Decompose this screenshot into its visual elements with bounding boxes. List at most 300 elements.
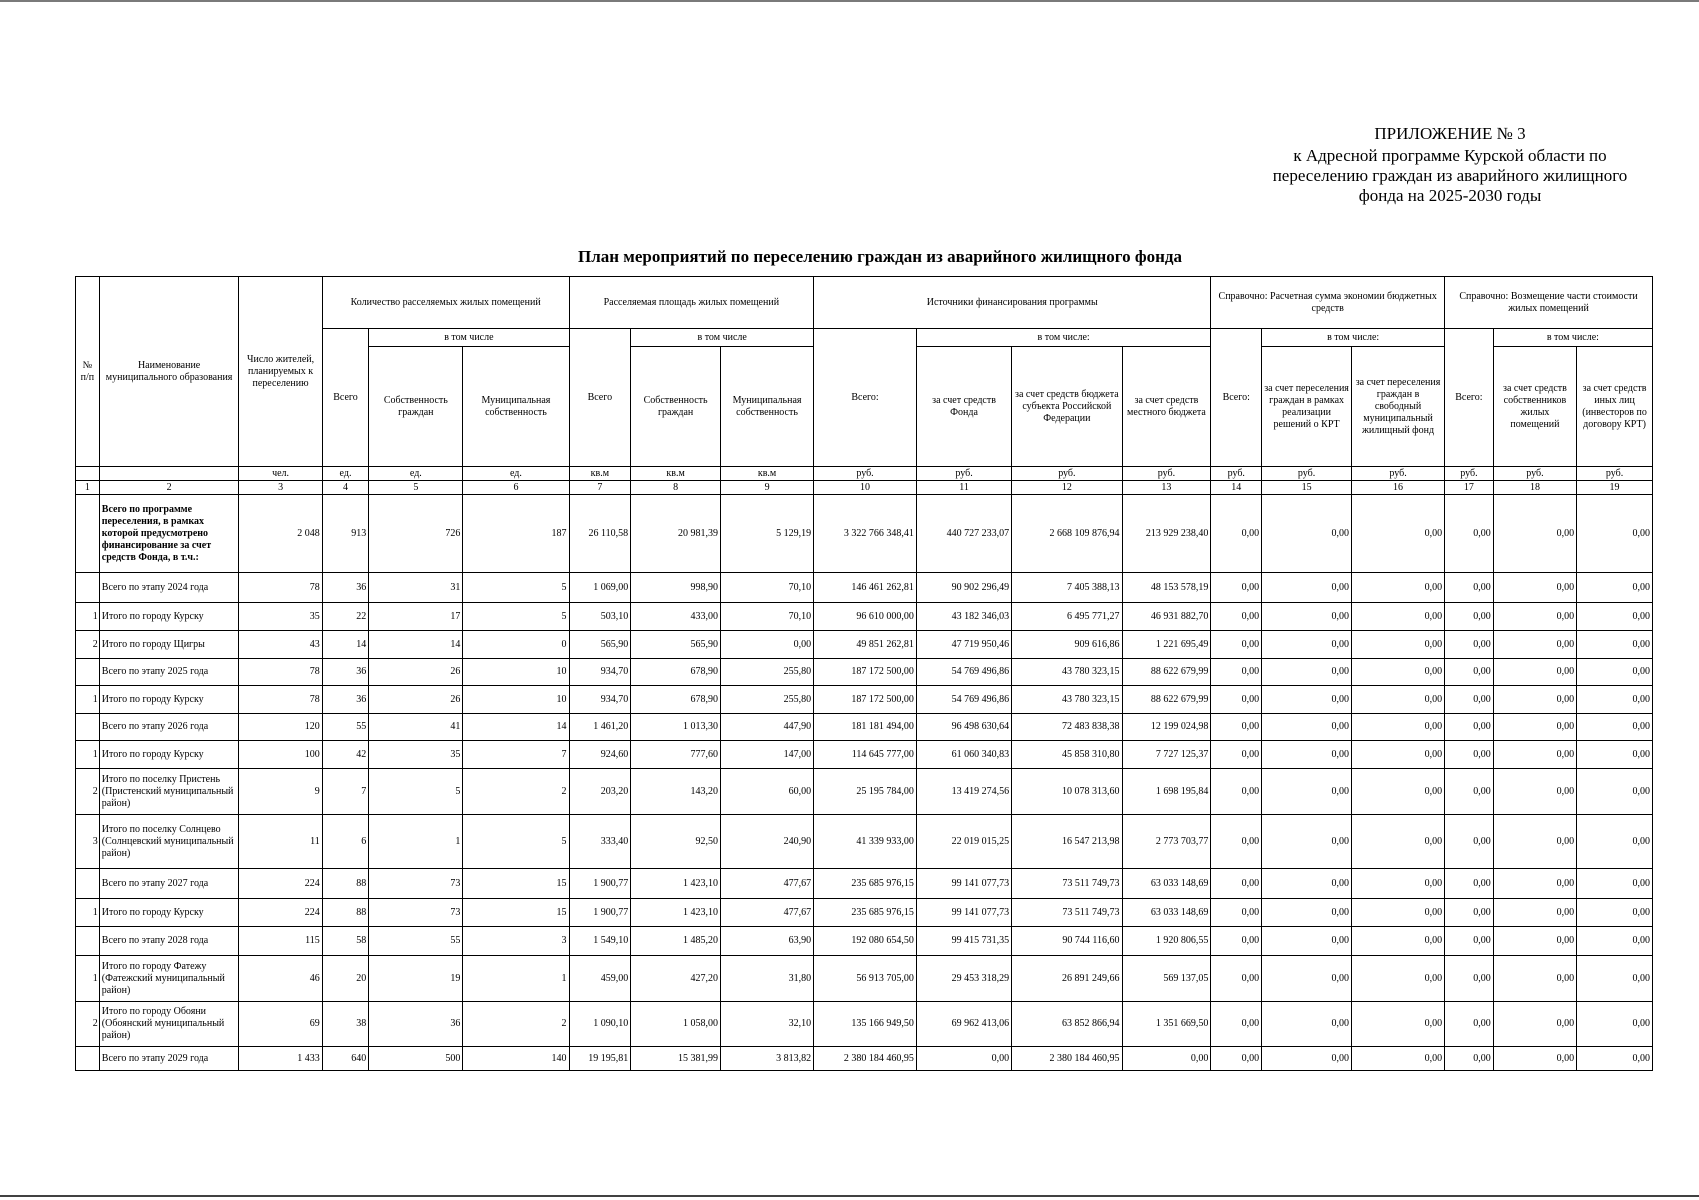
row-value-col-12: 90 744 116,60 <box>1012 927 1122 956</box>
unit-cell: ед. <box>463 467 569 481</box>
row-index: 2 <box>76 631 100 659</box>
subgroup-header-econ: в том числе: <box>1262 329 1445 347</box>
row-value-col-5: 5 <box>369 769 463 815</box>
row-municipality-name: Итого по городу Фатежу (Фатежский муниципальный район) <box>99 956 239 1002</box>
row-value-col-9: 447,90 <box>721 714 814 741</box>
row-value-col-7: 934,70 <box>569 686 631 714</box>
row-value-col-3: 78 <box>239 686 322 714</box>
row-value-col-15: 0,00 <box>1262 631 1352 659</box>
row-value-col-11: 29 453 318,29 <box>916 956 1011 1002</box>
row-index: 1 <box>76 899 100 927</box>
row-value-col-4: 14 <box>322 631 369 659</box>
row-value-col-16: 0,00 <box>1352 1047 1445 1071</box>
row-value-col-17: 0,00 <box>1445 869 1494 899</box>
row-value-col-8: 1 423,10 <box>631 899 721 927</box>
units-row <box>76 467 1653 481</box>
row-value-col-7: 1 461,20 <box>569 714 631 741</box>
row-municipality-name: Всего по этапу 2028 года <box>99 927 239 956</box>
row-municipality-name: Итого по поселку Солнцево (Солнцевский муниципальный район) <box>99 815 239 869</box>
col-header-comp-total: Всего: <box>1445 329 1494 467</box>
row-value-col-17: 0,00 <box>1445 741 1494 769</box>
group-header-savings: Справочно: Расчетная сумма экономии бюджетных средств <box>1211 277 1445 329</box>
row-value-col-19: 0,00 <box>1577 869 1653 899</box>
unit-cell: ед. <box>369 467 463 481</box>
col-header-krt: за счет переселения граждан в рамках реализации решений о КРТ <box>1262 347 1352 467</box>
row-value-col-5: 1 <box>369 815 463 869</box>
row-value-col-12: 2 668 109 876,94 <box>1012 495 1122 573</box>
row-value-col-8: 777,60 <box>631 741 721 769</box>
row-value-col-3: 100 <box>239 741 322 769</box>
row-value-col-11: 90 902 296,49 <box>916 573 1011 603</box>
row-value-col-15: 0,00 <box>1262 1047 1352 1071</box>
row-value-col-18: 0,00 <box>1493 603 1576 631</box>
row-value-col-11: 43 182 346,03 <box>916 603 1011 631</box>
row-value-col-4: 36 <box>322 686 369 714</box>
row-value-col-8: 565,90 <box>631 631 721 659</box>
row-value-col-15: 0,00 <box>1262 659 1352 686</box>
row-value-col-17: 0,00 <box>1445 659 1494 686</box>
appendix-block <box>1260 124 1640 206</box>
row-value-col-17: 0,00 <box>1445 927 1494 956</box>
row-value-col-13: 63 033 148,69 <box>1122 869 1211 899</box>
row-value-col-10: 235 685 976,15 <box>814 899 917 927</box>
row-value-col-12: 26 891 249,66 <box>1012 956 1122 1002</box>
row-value-col-13: 48 153 578,19 <box>1122 573 1211 603</box>
row-value-col-4: 88 <box>322 899 369 927</box>
row-value-col-10: 146 461 262,81 <box>814 573 917 603</box>
row-value-col-7: 1 069,00 <box>569 573 631 603</box>
column-number-cell: 16 <box>1352 481 1445 495</box>
row-value-col-10: 96 610 000,00 <box>814 603 917 631</box>
row-value-col-10: 41 339 933,00 <box>814 815 917 869</box>
row-value-col-12: 43 780 323,15 <box>1012 659 1122 686</box>
column-number-cell: 17 <box>1445 481 1494 495</box>
row-value-col-14: 0,00 <box>1211 869 1262 899</box>
group-header-compensation: Справочно: Возмещение части стоимости жилых помещений <box>1445 277 1653 329</box>
row-value-col-3: 9 <box>239 769 322 815</box>
document-title: План мероприятий по переселению граждан из аварийного жилищного фонда <box>577 247 1182 266</box>
row-value-col-14: 0,00 <box>1211 686 1262 714</box>
row-value-col-13: 569 137,05 <box>1122 956 1211 1002</box>
column-number-cell: 14 <box>1211 481 1262 495</box>
row-value-col-15: 0,00 <box>1262 769 1352 815</box>
row-municipality-name: Итого по поселку Пристень (Пристенский муниципальный район) <box>99 769 239 815</box>
column-number-cell: 6 <box>463 481 569 495</box>
row-value-col-9: 477,67 <box>721 869 814 899</box>
subgroup-header-fin: в том числе: <box>916 329 1210 347</box>
row-value-col-18: 0,00 <box>1493 1047 1576 1071</box>
row-value-col-11: 99 141 077,73 <box>916 869 1011 899</box>
row-value-col-5: 17 <box>369 603 463 631</box>
row-value-col-5: 41 <box>369 714 463 741</box>
row-value-col-9: 147,00 <box>721 741 814 769</box>
row-municipality-name: Всего по этапу 2026 года <box>99 714 239 741</box>
row-value-col-18: 0,00 <box>1493 659 1576 686</box>
row-value-col-5: 55 <box>369 927 463 956</box>
row-value-col-7: 1 900,77 <box>569 869 631 899</box>
row-value-col-9: 63,90 <box>721 927 814 956</box>
row-value-col-10: 56 913 705,00 <box>814 956 917 1002</box>
row-value-col-19: 0,00 <box>1577 495 1653 573</box>
row-value-col-5: 73 <box>369 869 463 899</box>
row-value-col-3: 46 <box>239 956 322 1002</box>
row-value-col-18: 0,00 <box>1493 631 1576 659</box>
column-number-cell: 9 <box>721 481 814 495</box>
col-header-residents: Число жителей, планируемых к переселению <box>239 277 322 467</box>
row-value-col-10: 3 322 766 348,41 <box>814 495 917 573</box>
row-value-col-11: 22 019 015,25 <box>916 815 1011 869</box>
row-value-col-4: 36 <box>322 659 369 686</box>
row-value-col-16: 0,00 <box>1352 927 1445 956</box>
row-value-col-16: 0,00 <box>1352 815 1445 869</box>
column-number-cell: 8 <box>631 481 721 495</box>
table-row <box>76 769 1653 815</box>
row-value-col-11: 13 419 274,56 <box>916 769 1011 815</box>
row-value-col-3: 1 433 <box>239 1047 322 1071</box>
row-index: 3 <box>76 815 100 869</box>
row-value-col-6: 1 <box>463 956 569 1002</box>
row-value-col-6: 15 <box>463 869 569 899</box>
table-row <box>76 1047 1653 1071</box>
column-number-cell: 15 <box>1262 481 1352 495</box>
row-value-col-15: 0,00 <box>1262 899 1352 927</box>
row-value-col-3: 78 <box>239 573 322 603</box>
row-value-col-3: 120 <box>239 714 322 741</box>
row-municipality-name: Всего по этапу 2027 года <box>99 869 239 899</box>
column-number-cell: 2 <box>99 481 239 495</box>
row-value-col-18: 0,00 <box>1493 956 1576 1002</box>
resettlement-plan-table <box>75 276 1653 1071</box>
row-value-col-5: 26 <box>369 686 463 714</box>
row-index: 1 <box>76 603 100 631</box>
row-value-col-16: 0,00 <box>1352 686 1445 714</box>
row-value-col-14: 0,00 <box>1211 1002 1262 1047</box>
row-value-col-6: 0 <box>463 631 569 659</box>
table-row <box>76 631 1653 659</box>
row-value-col-15: 0,00 <box>1262 686 1352 714</box>
col-header-subject-budget: за счет средств бюджета субъекта Российской Федерации <box>1012 347 1122 467</box>
row-value-col-16: 0,00 <box>1352 741 1445 769</box>
row-value-col-8: 1 423,10 <box>631 869 721 899</box>
row-value-col-15: 0,00 <box>1262 1002 1352 1047</box>
unit-cell: чел. <box>239 467 322 481</box>
col-header-n: № п/п <box>76 277 100 467</box>
table-row <box>76 659 1653 686</box>
row-value-col-19: 0,00 <box>1577 686 1653 714</box>
row-value-col-4: 22 <box>322 603 369 631</box>
row-value-col-14: 0,00 <box>1211 573 1262 603</box>
row-municipality-name: Итого по городу Курску <box>99 686 239 714</box>
row-value-col-9: 0,00 <box>721 631 814 659</box>
row-value-col-6: 140 <box>463 1047 569 1071</box>
row-municipality-name: Итого по городу Курску <box>99 603 239 631</box>
row-value-col-7: 26 110,58 <box>569 495 631 573</box>
row-value-col-9: 240,90 <box>721 815 814 869</box>
row-value-col-13: 88 622 679,99 <box>1122 686 1211 714</box>
row-municipality-name: Всего по этапу 2024 года <box>99 573 239 603</box>
row-value-col-3: 11 <box>239 815 322 869</box>
table-row <box>76 899 1653 927</box>
row-value-col-16: 0,00 <box>1352 1002 1445 1047</box>
row-value-col-12: 45 858 310,80 <box>1012 741 1122 769</box>
table-row <box>76 1002 1653 1047</box>
row-value-col-3: 43 <box>239 631 322 659</box>
row-value-col-9: 60,00 <box>721 769 814 815</box>
row-value-col-5: 73 <box>369 899 463 927</box>
row-value-col-16: 0,00 <box>1352 631 1445 659</box>
row-value-col-6: 10 <box>463 686 569 714</box>
row-municipality-name: Итого по городу Курску <box>99 741 239 769</box>
row-value-col-7: 203,20 <box>569 769 631 815</box>
row-value-col-12: 7 405 388,13 <box>1012 573 1122 603</box>
row-value-col-15: 0,00 <box>1262 956 1352 1002</box>
row-index: 1 <box>76 686 100 714</box>
row-value-col-13: 1 920 806,55 <box>1122 927 1211 956</box>
row-value-col-9: 70,10 <box>721 603 814 631</box>
row-value-col-13: 1 351 669,50 <box>1122 1002 1211 1047</box>
row-value-col-9: 255,80 <box>721 659 814 686</box>
row-value-col-3: 115 <box>239 927 322 956</box>
row-value-col-3: 224 <box>239 899 322 927</box>
row-value-col-17: 0,00 <box>1445 573 1494 603</box>
row-value-col-18: 0,00 <box>1493 714 1576 741</box>
col-header-units-municipal: Муниципальная собственность <box>463 347 569 467</box>
row-value-col-14: 0,00 <box>1211 659 1262 686</box>
row-value-col-6: 3 <box>463 927 569 956</box>
row-value-col-3: 69 <box>239 1002 322 1047</box>
col-header-units-own: Собственность граждан <box>369 347 463 467</box>
column-number-cell: 10 <box>814 481 917 495</box>
row-value-col-15: 0,00 <box>1262 927 1352 956</box>
row-value-col-5: 31 <box>369 573 463 603</box>
row-value-col-3: 2 048 <box>239 495 322 573</box>
row-value-col-14: 0,00 <box>1211 815 1262 869</box>
unit-cell <box>76 467 100 481</box>
row-value-col-16: 0,00 <box>1352 869 1445 899</box>
row-value-col-4: 36 <box>322 573 369 603</box>
row-municipality-name: Всего по программе переселения, в рамках которой предусмотрено финансирование за счет средств Фонда, в т.ч.: <box>99 495 239 573</box>
row-value-col-7: 459,00 <box>569 956 631 1002</box>
row-value-col-7: 19 195,81 <box>569 1047 631 1071</box>
group-header-units: Количество расселяемых жилых помещений <box>322 277 569 329</box>
row-value-col-16: 0,00 <box>1352 603 1445 631</box>
unit-cell: кв.м <box>631 467 721 481</box>
row-value-col-3: 78 <box>239 659 322 686</box>
row-value-col-12: 16 547 213,98 <box>1012 815 1122 869</box>
row-value-col-14: 0,00 <box>1211 1047 1262 1071</box>
row-value-col-12: 73 511 749,73 <box>1012 899 1122 927</box>
column-number-cell: 1 <box>76 481 100 495</box>
row-value-col-13: 1 698 195,84 <box>1122 769 1211 815</box>
row-value-col-10: 135 166 949,50 <box>814 1002 917 1047</box>
row-value-col-8: 998,90 <box>631 573 721 603</box>
unit-cell: руб. <box>916 467 1011 481</box>
table-row <box>76 927 1653 956</box>
row-value-col-4: 640 <box>322 1047 369 1071</box>
row-value-col-12: 43 780 323,15 <box>1012 686 1122 714</box>
row-index <box>76 495 100 573</box>
row-value-col-14: 0,00 <box>1211 631 1262 659</box>
table-row <box>76 573 1653 603</box>
row-value-col-4: 6 <box>322 815 369 869</box>
row-value-col-13: 88 622 679,99 <box>1122 659 1211 686</box>
row-value-col-6: 10 <box>463 659 569 686</box>
row-value-col-13: 2 773 703,77 <box>1122 815 1211 869</box>
row-value-col-13: 0,00 <box>1122 1047 1211 1071</box>
row-value-col-10: 192 080 654,50 <box>814 927 917 956</box>
row-value-col-19: 0,00 <box>1577 603 1653 631</box>
row-value-col-6: 7 <box>463 741 569 769</box>
row-value-col-18: 0,00 <box>1493 815 1576 869</box>
row-value-col-10: 2 380 184 460,95 <box>814 1047 917 1071</box>
row-index: 2 <box>76 1002 100 1047</box>
row-value-col-5: 14 <box>369 631 463 659</box>
row-value-col-11: 47 719 950,46 <box>916 631 1011 659</box>
subgroup-header-area: в том числе <box>631 329 814 347</box>
row-value-col-15: 0,00 <box>1262 815 1352 869</box>
row-index <box>76 573 100 603</box>
row-value-col-18: 0,00 <box>1493 899 1576 927</box>
row-value-col-19: 0,00 <box>1577 1047 1653 1071</box>
row-value-col-19: 0,00 <box>1577 1002 1653 1047</box>
row-value-col-11: 69 962 413,06 <box>916 1002 1011 1047</box>
row-value-col-7: 333,40 <box>569 815 631 869</box>
row-value-col-9: 32,10 <box>721 1002 814 1047</box>
row-value-col-3: 35 <box>239 603 322 631</box>
row-value-col-4: 55 <box>322 714 369 741</box>
column-number-cell: 5 <box>369 481 463 495</box>
unit-cell: руб. <box>1577 467 1653 481</box>
row-value-col-15: 0,00 <box>1262 714 1352 741</box>
row-value-col-8: 143,20 <box>631 769 721 815</box>
unit-cell: руб. <box>1262 467 1352 481</box>
col-header-area-own: Собственность граждан <box>631 347 721 467</box>
table-row <box>76 741 1653 769</box>
table-row <box>76 495 1653 573</box>
row-value-col-14: 0,00 <box>1211 495 1262 573</box>
row-value-col-14: 0,00 <box>1211 603 1262 631</box>
subgroup-header-units: в том числе <box>369 329 569 347</box>
row-index <box>76 869 100 899</box>
subgroup-header-comp: в том числе: <box>1493 329 1652 347</box>
row-value-col-19: 0,00 <box>1577 899 1653 927</box>
row-value-col-8: 20 981,39 <box>631 495 721 573</box>
row-value-col-14: 0,00 <box>1211 927 1262 956</box>
row-value-col-19: 0,00 <box>1577 769 1653 815</box>
row-value-col-16: 0,00 <box>1352 495 1445 573</box>
column-number-cell: 12 <box>1012 481 1122 495</box>
row-value-col-4: 88 <box>322 869 369 899</box>
row-value-col-15: 0,00 <box>1262 495 1352 573</box>
col-header-econ-total: Всего: <box>1211 329 1262 467</box>
row-value-col-11: 0,00 <box>916 1047 1011 1071</box>
row-value-col-12: 10 078 313,60 <box>1012 769 1122 815</box>
row-value-col-19: 0,00 <box>1577 714 1653 741</box>
row-value-col-3: 224 <box>239 869 322 899</box>
row-value-col-13: 12 199 024,98 <box>1122 714 1211 741</box>
row-value-col-12: 73 511 749,73 <box>1012 869 1122 899</box>
row-index: 2 <box>76 769 100 815</box>
table-header <box>76 277 1653 495</box>
row-value-col-8: 1 485,20 <box>631 927 721 956</box>
row-value-col-17: 0,00 <box>1445 815 1494 869</box>
group-header-area: Расселяемая площадь жилых помещений <box>569 277 814 329</box>
row-value-col-19: 0,00 <box>1577 659 1653 686</box>
row-value-col-12: 909 616,86 <box>1012 631 1122 659</box>
row-value-col-15: 0,00 <box>1262 603 1352 631</box>
row-value-col-16: 0,00 <box>1352 573 1445 603</box>
unit-cell <box>99 467 239 481</box>
col-header-area-municipal: Муниципальная собственность <box>721 347 814 467</box>
table-row <box>76 686 1653 714</box>
unit-cell: руб. <box>1211 467 1262 481</box>
row-value-col-18: 0,00 <box>1493 573 1576 603</box>
row-value-col-18: 0,00 <box>1493 927 1576 956</box>
row-value-col-16: 0,00 <box>1352 659 1445 686</box>
row-value-col-6: 5 <box>463 815 569 869</box>
row-value-col-6: 2 <box>463 1002 569 1047</box>
row-value-col-5: 500 <box>369 1047 463 1071</box>
row-value-col-4: 913 <box>322 495 369 573</box>
row-value-col-18: 0,00 <box>1493 495 1576 573</box>
row-value-col-6: 14 <box>463 714 569 741</box>
row-value-col-11: 99 141 077,73 <box>916 899 1011 927</box>
unit-cell: руб. <box>1493 467 1576 481</box>
unit-cell: ед. <box>322 467 369 481</box>
row-municipality-name: Всего по этапу 2029 года <box>99 1047 239 1071</box>
row-value-col-19: 0,00 <box>1577 815 1653 869</box>
row-value-col-11: 54 769 496,86 <box>916 686 1011 714</box>
appendix-number: ПРИЛОЖЕНИЕ № 3 <box>1374 124 1526 143</box>
row-municipality-name: Итого по городу Обояни (Обоянский муниципальный район) <box>99 1002 239 1047</box>
row-value-col-10: 25 195 784,00 <box>814 769 917 815</box>
row-value-col-13: 213 929 238,40 <box>1122 495 1211 573</box>
column-number-cell: 19 <box>1577 481 1653 495</box>
row-value-col-7: 1 549,10 <box>569 927 631 956</box>
row-value-col-17: 0,00 <box>1445 1002 1494 1047</box>
table-row <box>76 603 1653 631</box>
column-number-cell: 3 <box>239 481 322 495</box>
row-value-col-17: 0,00 <box>1445 686 1494 714</box>
row-value-col-11: 99 415 731,35 <box>916 927 1011 956</box>
col-header-units-total: Всего <box>322 329 369 467</box>
row-value-col-7: 503,10 <box>569 603 631 631</box>
col-header-owners: за счет средств собственников жилых помещений <box>1493 347 1576 467</box>
column-number-cell: 4 <box>322 481 369 495</box>
row-value-col-9: 255,80 <box>721 686 814 714</box>
row-value-col-14: 0,00 <box>1211 769 1262 815</box>
unit-cell: руб. <box>1445 467 1494 481</box>
scan-edge-top <box>0 0 1699 2</box>
table-body <box>76 495 1653 1071</box>
row-value-col-14: 0,00 <box>1211 741 1262 769</box>
unit-cell: руб. <box>1352 467 1445 481</box>
unit-cell: руб. <box>814 467 917 481</box>
row-value-col-8: 1 013,30 <box>631 714 721 741</box>
row-value-col-9: 5 129,19 <box>721 495 814 573</box>
table-row <box>76 714 1653 741</box>
row-value-col-15: 0,00 <box>1262 573 1352 603</box>
row-value-col-17: 0,00 <box>1445 769 1494 815</box>
col-header-fund: за счет средств Фонда <box>916 347 1011 467</box>
row-value-col-12: 6 495 771,27 <box>1012 603 1122 631</box>
row-value-col-18: 0,00 <box>1493 686 1576 714</box>
row-value-col-5: 19 <box>369 956 463 1002</box>
row-value-col-18: 0,00 <box>1493 741 1576 769</box>
row-value-col-10: 235 685 976,15 <box>814 869 917 899</box>
row-value-col-16: 0,00 <box>1352 899 1445 927</box>
row-value-col-6: 5 <box>463 603 569 631</box>
